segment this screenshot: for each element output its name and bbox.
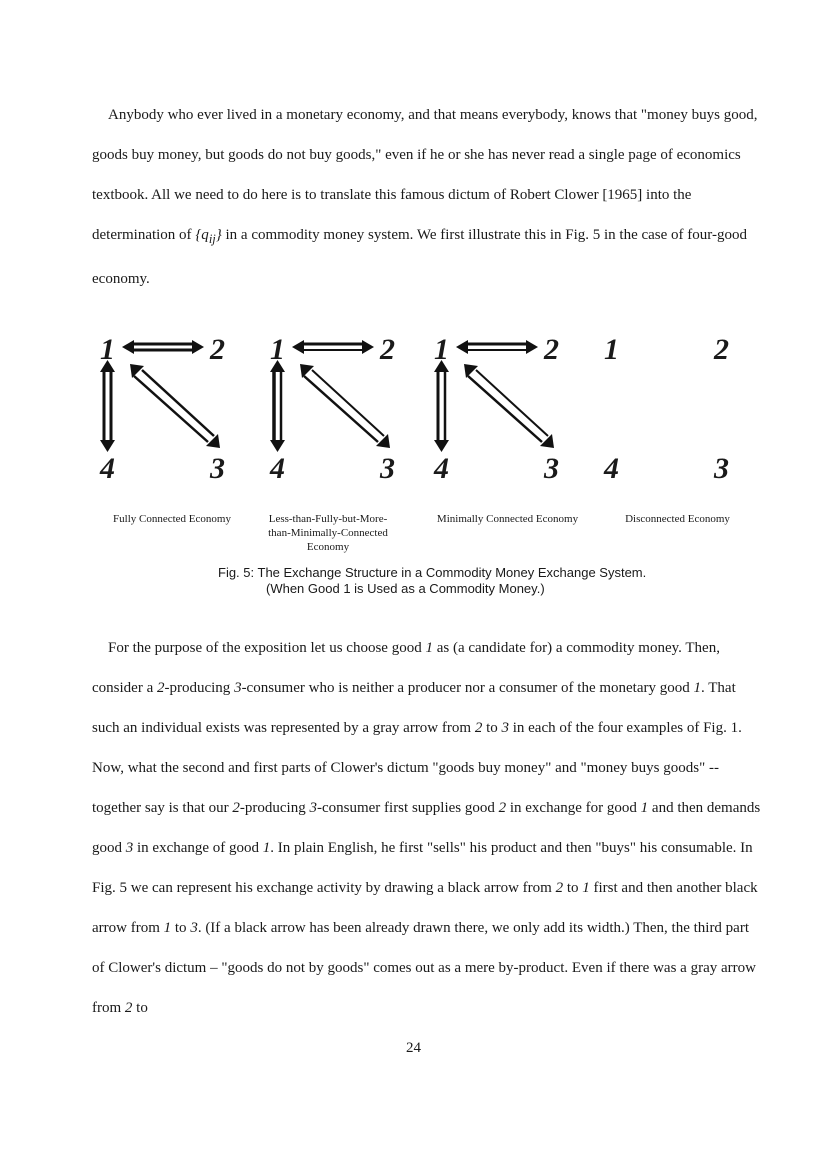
arrow-1-3 <box>464 364 554 448</box>
arrow-1-4 <box>270 360 285 452</box>
exchange-structure-figure <box>92 330 764 485</box>
arrow-1-2 <box>456 340 538 354</box>
node-2: 2 <box>210 333 225 366</box>
minimally-connected-diagram <box>426 330 586 470</box>
arrow-1-2 <box>292 340 374 354</box>
node-3: 3 <box>544 452 559 485</box>
node-3: 3 <box>210 452 225 485</box>
node-2: 2 <box>380 333 395 366</box>
arrow-1-4 <box>434 360 449 452</box>
node-4: 4 <box>434 452 449 485</box>
less-connected-diagram <box>262 330 422 470</box>
panel-fully-connected <box>92 330 252 485</box>
node-3: 3 <box>714 452 729 485</box>
node-3: 3 <box>380 452 395 485</box>
node-4: 4 <box>100 452 115 485</box>
arrow-1-4 <box>100 360 115 452</box>
arrow-1-3 <box>130 364 220 448</box>
caption-less-than-fully-connected: Less-than-Fully-but-More-than-Minimally-Connected Economy <box>268 513 388 553</box>
page-number: 24 <box>406 1040 421 1056</box>
node-2: 2 <box>544 333 559 366</box>
caption-disconnected: Disconnected Economy <box>625 513 730 525</box>
node-2: 2 <box>714 333 729 366</box>
node-1: 1 <box>270 333 285 366</box>
arrow-1-3 <box>300 364 390 448</box>
fully-connected-diagram <box>92 330 252 470</box>
node-4: 4 <box>270 452 285 485</box>
arrow-1-2 <box>122 340 204 354</box>
math-qij: $\{q_{ij}\}$ <box>195 227 222 246</box>
caption-fully-connected: Fully Connected Economy <box>113 513 231 525</box>
figure-caption-line2: (When Good 1 is Used as a Commodity Money.) <box>266 581 545 596</box>
paragraph-exposition: For the purpose of the exposition let us choose good 1 as (a candidate for) a commodity money. Then, consider a 2-producing 3-consumer who is neither a producer nor a consumer of the monetary good 1. That such an individual exists was represented by a gray arrow from 2 to 3 in each of the four examples of Fig. 1. Now, what the second and first parts of Clower's dictum "goods buy money" and "money buys goods" -- together say is that our 2-producing 3-consumer first supplies good 2 in exchange for good 1 and then demands good 3 in exchange of good 1. In plain English, he first "sells" his product and then "buys" his consumable. In Fig. 5 we can represent his exchange activity by drawing a black arrow from 2 to 1 first and then another black arrow from 1 to 3. (If a black arrow has been already drawn there, we only add its width.) Then, the third part of Clower's dictum – "goods do not by goods" comes out as a mere by-product. Even if there was a gray arrow from 2 to <box>92 640 761 1016</box>
node-1: 1 <box>100 333 115 366</box>
figure-caption-line1: Fig. 5: The Exchange Structure in a Commodity Money Exchange System. <box>218 565 647 580</box>
paragraph-intro: Anybody who ever lived in a monetary economy, and that means everybody, knows that "money buys good, goods buy money, but goods do not buy goods," even if he or she has never read a single page of economics textbook. All we need to do here is to translate this famous dictum of Robert Clower [1965] into the determination of $\{q_{ij}\}$ in a commodity money system. We first illustrate this in Fig. 5 in the case of four-good economy. <box>92 107 758 287</box>
panel-disconnected <box>596 330 756 485</box>
node-4: 4 <box>604 452 619 485</box>
node-1: 1 <box>434 333 449 366</box>
figure-caption <box>218 565 718 597</box>
panel-less-than-fully-connected <box>262 330 422 485</box>
panel-minimally-connected <box>426 330 586 485</box>
node-1: 1 <box>604 333 619 366</box>
caption-minimally-connected: Minimally Connected Economy <box>436 513 579 525</box>
